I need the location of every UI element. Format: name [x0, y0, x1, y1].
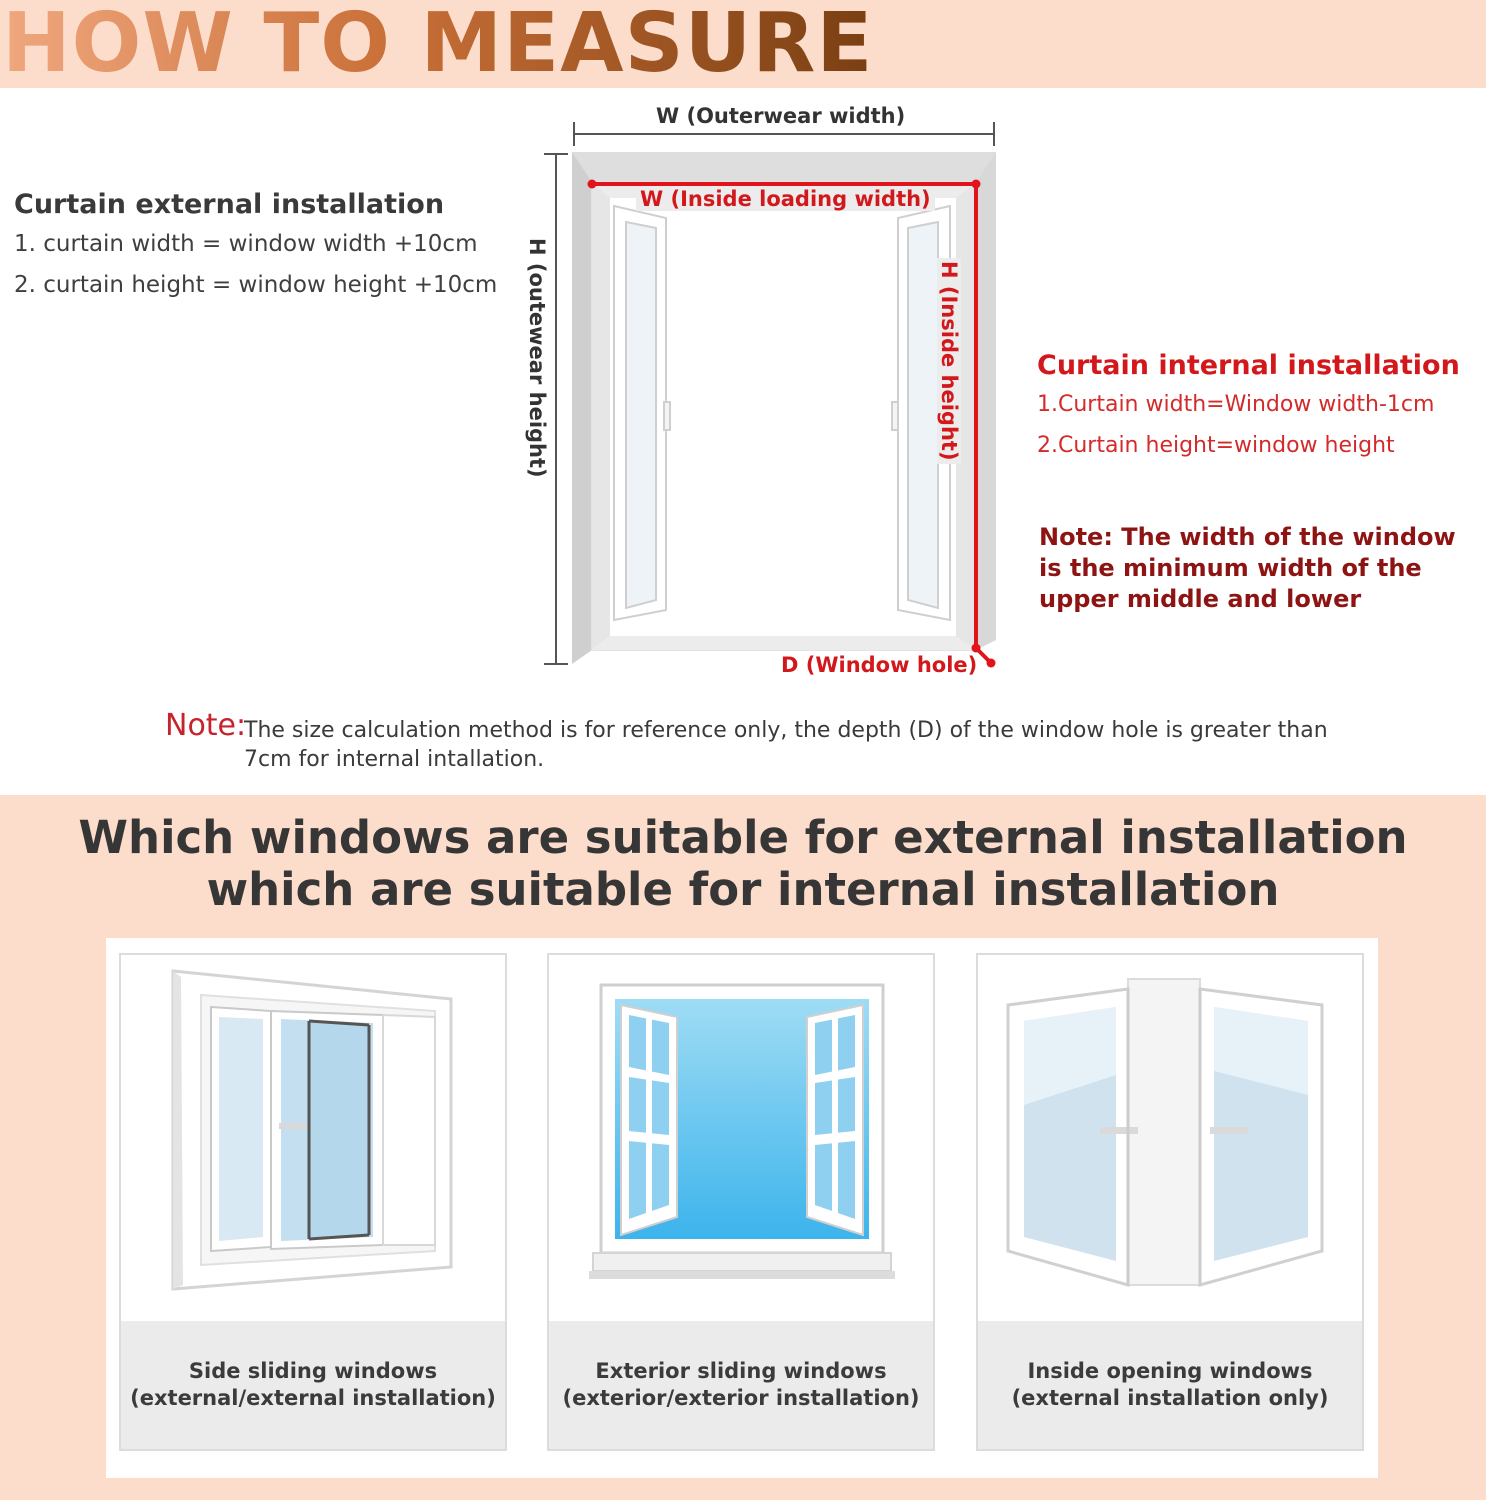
exterior-sliding-window-illustration	[549, 955, 933, 1321]
card-detail: (external/external installation)	[130, 1386, 496, 1410]
external-installation-title: Curtain external installation	[14, 189, 445, 220]
card-title: Side sliding windows	[188, 1359, 438, 1383]
internal-height-rule: 2.Curtain height=window height	[1037, 433, 1395, 458]
card-title: Inside opening windows	[1027, 1359, 1313, 1383]
window-card-inside-opening	[976, 953, 1364, 1451]
note-label: Note:	[165, 708, 247, 743]
internal-width-rule: 1.Curtain width=Window width-1cm	[1037, 392, 1435, 417]
suitability-heading	[0, 812, 1486, 916]
width-note: Note: The width of the window is the minimum width of the upper middle and lower	[1039, 523, 1456, 613]
card-caption	[549, 1321, 933, 1449]
inside-opening-window-illustration	[978, 955, 1362, 1321]
card-title: Exterior sliding windows	[595, 1359, 887, 1383]
window-card-side-sliding	[119, 953, 507, 1451]
outer-height-label: H (outewear height)	[525, 238, 549, 478]
depth-label: D (Window hole)	[781, 653, 978, 677]
window-card-exterior-sliding	[547, 953, 935, 1451]
internal-installation-title: Curtain internal installation	[1037, 350, 1460, 381]
suitability-heading-line-2: which are suitable for internal installation	[206, 863, 1280, 916]
inside-width-label: W (Inside loading width)	[636, 187, 935, 211]
outer-width-label: W (Outerwear width)	[656, 104, 906, 128]
card-detail: (exterior/exterior installation)	[562, 1386, 920, 1410]
card-caption	[978, 1321, 1362, 1449]
inside-height-label: H (Inside height)	[937, 258, 961, 464]
page-title: HOW TO MEASURE	[2, 0, 873, 94]
card-caption	[121, 1321, 505, 1449]
left-casement	[614, 206, 670, 620]
note-text: The size calculation method is for reference only, the depth (D) of the window hole is greater than 7cm for internal intallation.	[244, 718, 1328, 772]
card-detail: (external installation only)	[1011, 1386, 1329, 1410]
side-sliding-window-illustration	[121, 955, 505, 1321]
external-width-rule: 1. curtain width = window width +10cm	[14, 231, 478, 257]
external-height-rule: 2. curtain height = window height +10cm	[14, 272, 498, 298]
suitability-heading-line-1: Which windows are suitable for external installation	[78, 811, 1408, 864]
